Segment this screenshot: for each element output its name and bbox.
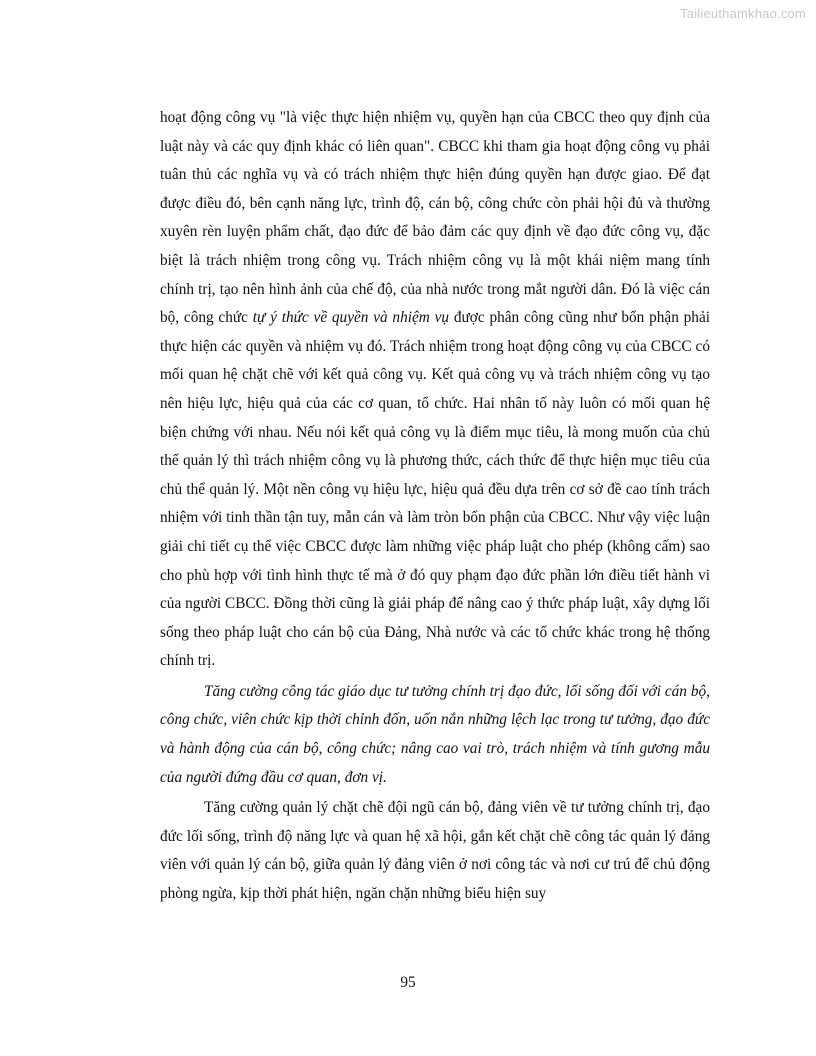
watermark: Tailieuthamkhao.com: [680, 6, 806, 21]
page-number: 95: [400, 974, 416, 991]
paragraph-2: Tăng cường công tác giáo dục tư tưởng chính trị đạo đức, lối sống đối với cán bộ, công chức, viên chức kịp thời chỉnh đốn, uốn nắn những lệch lạc trong tư tưởng, đạo đức và hành động của cán bộ, công chức; nâng cao vai trò, trách nhiệm và tính gương mẫu của người đứng đầu cơ quan, đơn vị.: [160, 682, 710, 786]
paragraph-3: Tăng cường quản lý chặt chẽ đội ngũ cán bộ, đảng viên về tư tưởng chính trị, đạo đức lối sống, trình độ năng lực và quan hệ xã hội, gắn kết chặt chẽ công tác quản lý đảng viên với quản lý cán bộ, giữa quản lý đảng viên ở nơi công tác và nơi cư trú để chủ động phòng ngừa, kịp thời phát hiện, ngăn chặn những biểu hiện suy: [160, 799, 710, 903]
paragraph-1-text: hoạt động công vụ "là việc thực hiện nhiệm vụ, quyền hạn của CBCC theo quy định của luật này và các quy định khác có liên quan". CBCC khi tham gia hoạt động công vụ phải tuân thủ các nghĩa vụ và có trách nhiệm thực hiện đúng quyền hạn được giao. Để đạt được điều đó, bên cạnh năng lực, trình độ, cán bộ, công chức còn phải hội đủ và thường xuyên rèn luyện phẩm chất, đạo đức để bảo đảm các quy định về đạo đức công vụ, đặc biệt là trách nhiệm trong công vụ. Trách nhiệm công vụ là một khái niệm mang tính chính trị, tạo nên hình ảnh của chế độ, của nhà nước trong mắt người dân. Đó là việc cán bộ, công chức: [160, 109, 710, 327]
paragraph-1: [160, 104, 710, 676]
document-body: [160, 104, 710, 909]
paragraph-1-rest: được phân công cũng như bổn phận phải thực hiện các quyền và nhiệm vụ đó. Trách nhiệm trong hoạt động công vụ của CBCC có mối quan hệ chặt chẽ với kết quả công vụ. Kết quả công vụ và trách nhiệm công vụ tạo nên hiệu lực, hiệu quả của các cơ quan, tổ chức. Hai nhân tố này luôn có mối quan hệ biện chứng với nhau. Nếu nói kết quả công vụ là điểm mục tiêu, là mong muốn của chủ thể quản lý thì trách nhiệm công vụ là phương thức, cách thức để thực hiện mục tiêu của chủ thể quản lý. Một nền công vụ hiệu lực, hiệu quả đều dựa trên cơ sở đề cao tính trách nhiệm với tinh thần tận tuy, mẫn cán và làm tròn bổn phận của CBCC. Như vậy việc luận giải chi tiết cụ thể việc CBCC được làm những việc pháp luật cho phép (không cấm) sao cho phù hợp với tình hình thực tế mà ở đó quy phạm đạo đức phần lớn điều tiết hành vi của người CBCC. Đồng thời cũng là giải pháp để nâng cao ý thức pháp luật, xây dựng lối sống theo pháp luật cho cán bộ của Đảng, Nhà nước và các tổ chức khác trong hệ thống chính trị.: [160, 309, 710, 670]
paragraph-1-italic: tự ý thức về quyền và nhiệm vụ: [252, 309, 450, 327]
